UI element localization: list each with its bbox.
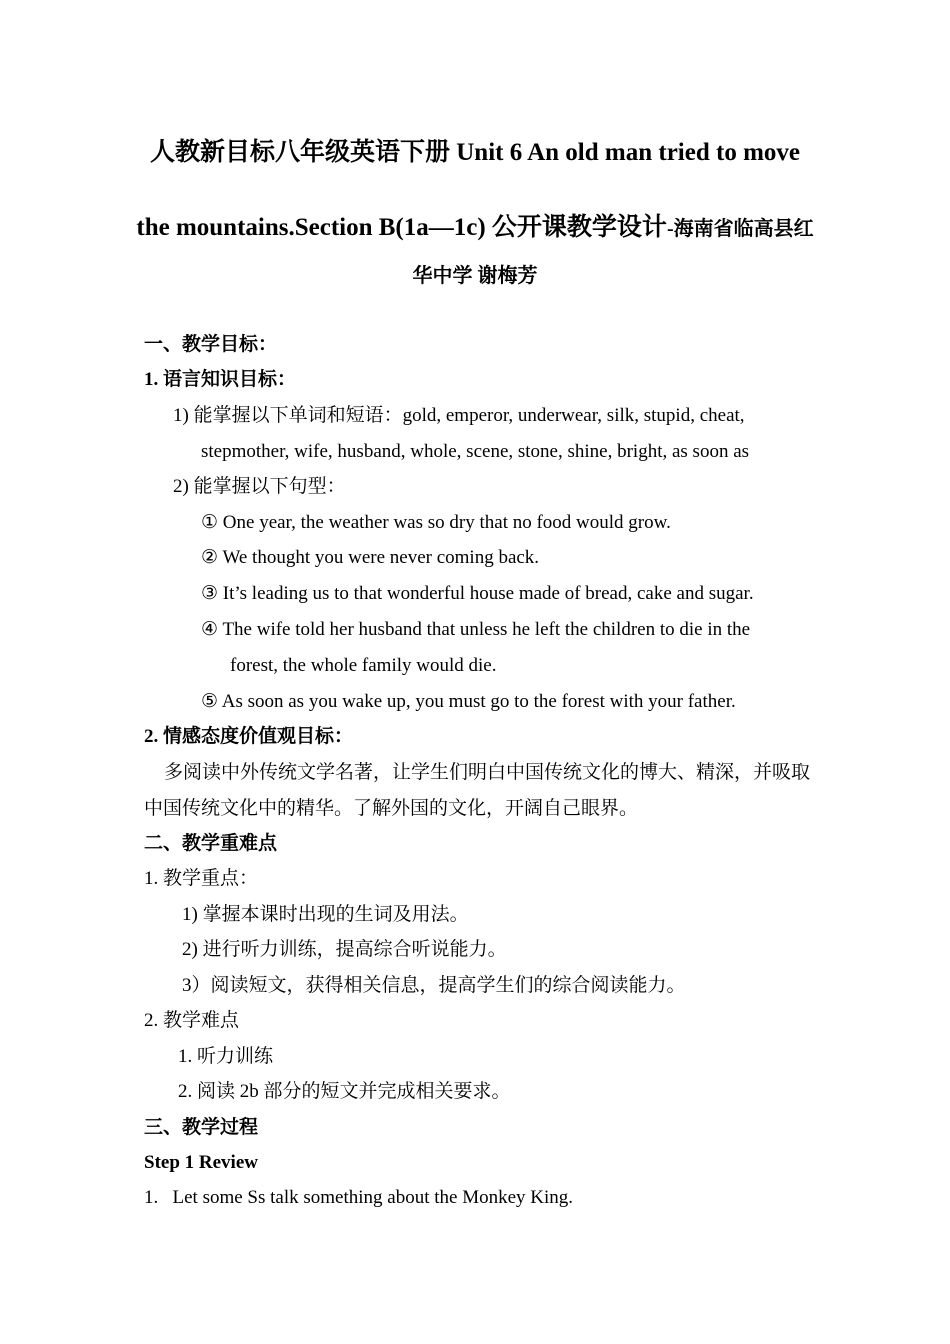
sentence-item: ④ The wife told her husband that unless he left the children to die in the xyxy=(201,619,751,640)
objective-vocabulary-continued: stepmother, wife, husband, whole, scene, stone, shine, bright, as soon as xyxy=(201,441,750,462)
section-heading-key-points: 二、教学重难点 xyxy=(144,833,278,854)
subheading-difficulties: 2. 教学难点 xyxy=(144,1010,240,1031)
document-title-author-school: -海南省临高县红 xyxy=(666,218,814,240)
sentence-item: ⑤ As soon as you wake up, you must go to the forest with your father. xyxy=(201,691,736,712)
step-heading-review: Step 1 Review xyxy=(144,1152,258,1173)
sentence-item-continued: forest, the whole family would die. xyxy=(230,655,497,676)
objective-sentences: 2) 能掌握以下句型： xyxy=(173,476,346,497)
document-title-line-3: 华中学 谢梅芳 xyxy=(412,265,538,287)
values-paragraph-continued: 中国传统文化中的精华。了解外国的文化，开阔自己眼界。 xyxy=(144,798,639,819)
sentence-item: ① One year, the weather was so dry that no food would grow. xyxy=(201,512,671,533)
sentence-item: ③ It’s leading us to that wonderful house made of bread, cake and sugar. xyxy=(201,583,754,604)
key-point-item: 2) 进行听力训练，提高综合听说能力。 xyxy=(182,939,507,960)
document-title-main: the mountains.Section B(1a—1c) 公开课教学设计 xyxy=(136,214,667,241)
subheading-language-knowledge: 1. 语言知识目标： xyxy=(144,369,297,390)
values-paragraph: 多阅读中外传统文学名著，让学生们明白中国传统文化的博大、精深，并吸取 xyxy=(164,762,811,783)
difficulty-item: 1. 听力训练 xyxy=(178,1046,274,1067)
objective-vocabulary: 1) 能掌握以下单词和短语：gold, emperor, underwear, silk, stupid, cheat, xyxy=(173,405,745,426)
subheading-key-points: 1. 教学重点： xyxy=(144,868,259,889)
difficulty-item: 2. 阅读 2b 部分的短文并完成相关要求。 xyxy=(178,1081,511,1102)
section-heading-objectives: 一、教学目标： xyxy=(144,334,278,355)
key-point-item: 3）阅读短文，获得相关信息，提高学生们的综合阅读能力。 xyxy=(182,975,686,996)
document-title-line-2 xyxy=(0,207,950,243)
subheading-values: 2. 情感态度价值观目标： xyxy=(144,726,354,747)
key-point-item: 1) 掌握本课时出现的生词及用法。 xyxy=(182,904,469,925)
review-item: 1. Let some Ss talk something about the Monkey King. xyxy=(144,1187,574,1208)
sentence-item: ② We thought you were never coming back. xyxy=(201,547,540,568)
section-heading-process: 三、教学过程 xyxy=(144,1117,259,1138)
document-title-line-1: 人教新目标八年级英语下册 Unit 6 An old man tried to move xyxy=(149,139,800,166)
